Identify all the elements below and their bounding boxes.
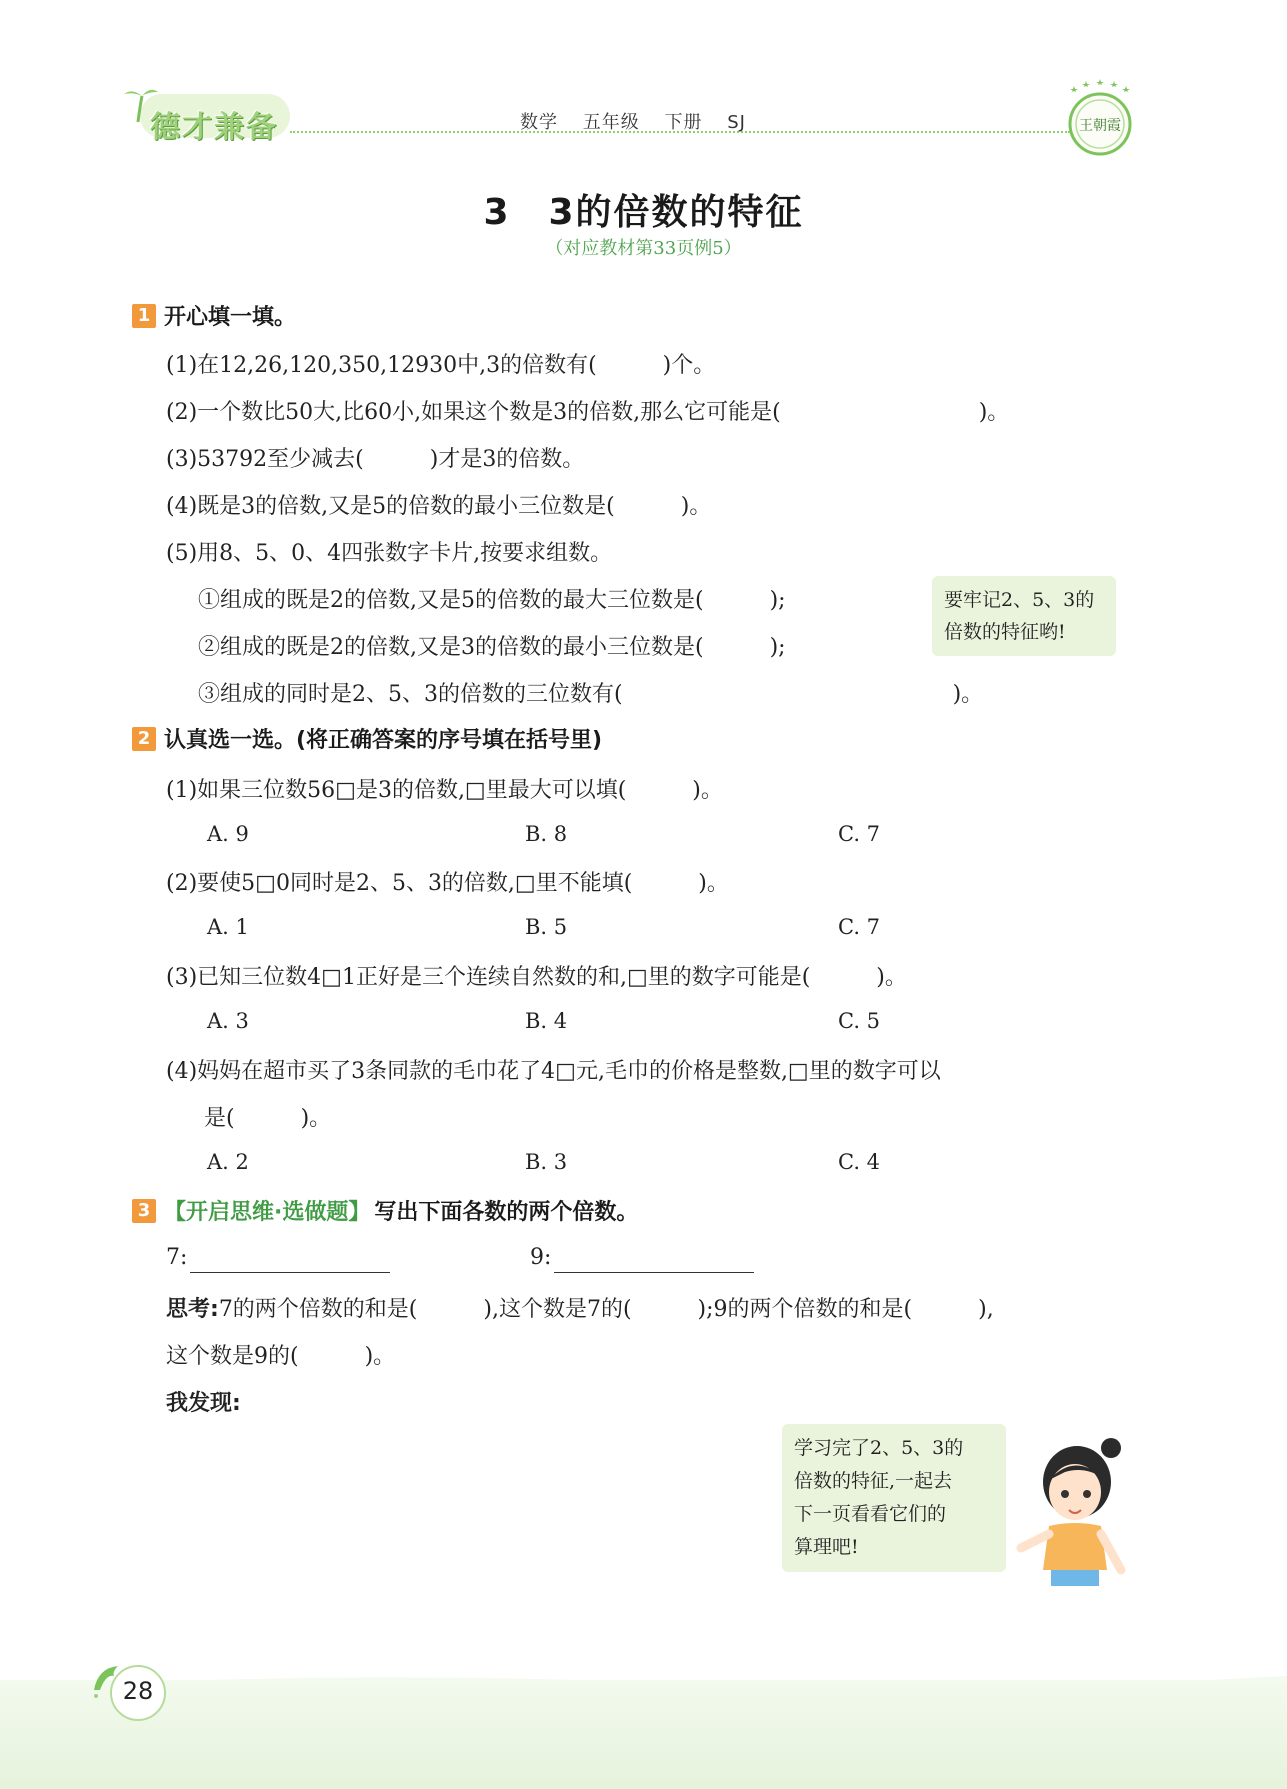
header-volume-label: 下册: [664, 112, 703, 133]
s1-question-1: (1)在12,26,120,350,12930中,3的倍数有( )个。: [166, 353, 716, 378]
section-3-title: 写出下面各数的两个倍数。: [374, 1200, 639, 1225]
s1-question-5c: ③组成的同时是2、5、3的倍数的三位数有( )。: [198, 682, 984, 707]
think-line-1: [166, 1292, 994, 1323]
footer-band: [0, 1680, 1287, 1789]
bubble-line-4: 算理吧!: [794, 1536, 859, 1558]
think-line-2: 这个数是9的( )。: [166, 1344, 396, 1369]
s2-q4-option-c: C. 4: [838, 1150, 881, 1174]
seal-text: 王朝霞: [1079, 118, 1121, 134]
s2-q2-option-a: A. 1: [207, 915, 249, 939]
s2-q1-option-c: C. 7: [838, 822, 881, 846]
answer-blank-seven[interactable]: [190, 1272, 390, 1273]
section-1-number: 1: [132, 304, 156, 328]
s2-q3-option-c: C. 5: [838, 1009, 881, 1033]
tip-note: [932, 576, 1116, 656]
header-edition-label: SJ: [727, 112, 746, 133]
section-3-number: 3: [132, 1199, 156, 1223]
s1-question-5b: ②组成的既是2的倍数,又是3的倍数的最小三位数是( );: [198, 635, 786, 660]
s2-q4-option-a: A. 2: [207, 1150, 249, 1174]
label-nine: 9:: [530, 1245, 552, 1270]
s2-q1-option-b: B. 8: [525, 822, 568, 846]
s1-question-5: (5)用8、5、0、4四张数字卡片,按要求组数。: [166, 541, 613, 566]
think-label: 思考:: [166, 1297, 219, 1322]
s1-question-2: (2)一个数比50大,比60小,如果这个数是3的倍数,那么它可能是( )。: [166, 400, 1010, 425]
s2-question-4-line-1: (4)妈妈在超市买了3条同款的毛巾花了4□元,毛巾的价格是整数,□里的数字可以: [166, 1059, 941, 1084]
girl-character-icon: [1015, 1430, 1135, 1600]
bubble-line-2: 倍数的特征,一起去: [794, 1470, 953, 1492]
label-seven: 7:: [166, 1245, 188, 1270]
publisher-seal-icon: [1060, 78, 1140, 164]
s2-q4-option-b: B. 3: [525, 1150, 568, 1174]
section-1-title: 开心填一填。: [164, 305, 297, 330]
discover-label: 我发现:: [166, 1391, 241, 1416]
s2-question-2: (2)要使5□0同时是2、5、3的倍数,□里不能填( )。: [166, 871, 729, 896]
section-2-heading: [132, 723, 602, 754]
page-subtitle: （对应教材第33页例5）: [545, 238, 742, 259]
s2-q3-option-a: A. 3: [207, 1009, 249, 1033]
section-3-heading: [132, 1195, 638, 1226]
answer-blank-nine[interactable]: [554, 1272, 754, 1273]
tip-note-line-2: 倍数的特征哟!: [944, 621, 1066, 643]
page-title: 3 3的倍数的特征: [483, 192, 804, 233]
header-book-info: [520, 108, 764, 134]
s1-question-4: (4)既是3的倍数,又是5的倍数的最小三位数是( )。: [166, 494, 712, 519]
s2-question-1: (1)如果三位数56□是3的倍数,□里最大可以填( )。: [166, 778, 723, 803]
brand-logo: [120, 84, 290, 145]
brand-text: 德才兼备: [150, 110, 278, 145]
tip-note-line-1: 要牢记2、5、3的: [944, 589, 1095, 611]
section-2-title: 认真选一选。(将正确答案的序号填在括号里): [164, 728, 603, 753]
s2-question-3: (3)已知三位数4□1正好是三个连续自然数的和,□里的数字可能是( )。: [166, 965, 907, 990]
page-number: 28: [122, 1677, 154, 1705]
header-subject-label: 数学: [520, 112, 558, 133]
s2-question-4-line-2: 是( )。: [204, 1106, 332, 1131]
section-1-heading: [132, 300, 296, 331]
s2-q2-option-c: C. 7: [838, 915, 881, 939]
section-3-tag: 【开启思维·选做题】: [164, 1200, 371, 1225]
s2-q3-option-b: B. 4: [525, 1009, 568, 1033]
s2-q2-option-b: B. 5: [525, 915, 568, 939]
header-grade-label: 五年级: [582, 112, 640, 133]
think-text-1: 7的两个倍数的和是( ),这个数是7的( );9的两个倍数的和是( ),: [218, 1297, 994, 1322]
section-2-number: 2: [132, 727, 156, 751]
bubble-line-1: 学习完了2、5、3的: [794, 1437, 964, 1459]
s1-question-5a: ①组成的既是2的倍数,又是5的倍数的最大三位数是( );: [198, 588, 786, 613]
bubble-line-3: 下一页看看它们的: [794, 1503, 947, 1525]
speech-bubble: [782, 1424, 1006, 1572]
s2-q1-option-a: A. 9: [207, 822, 249, 846]
s1-question-3: (3)53792至少减去( )才是3的倍数。: [166, 447, 585, 472]
